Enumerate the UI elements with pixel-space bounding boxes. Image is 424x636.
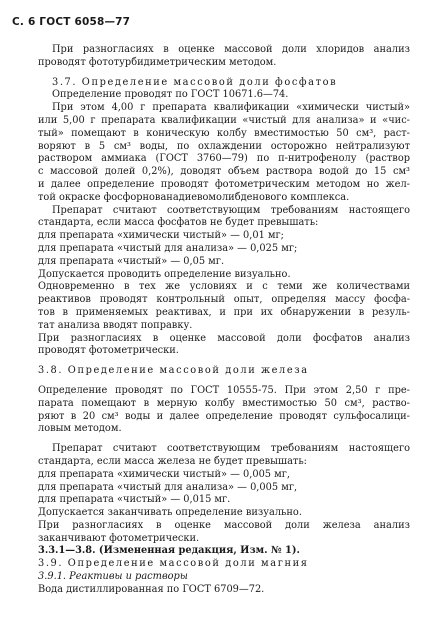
- text-line: 3.8. Определение массовой доли железа: [38, 365, 309, 377]
- document-body: [38, 44, 410, 597]
- spacer: [38, 70, 410, 77]
- text-line: парата помещают в мерную колбу вместимостью 50 см³, раство-: [38, 397, 410, 409]
- text-line: 3.7. Определение массовой доли фосфатов: [52, 76, 338, 88]
- text-line: тов в применяемых реактивах, и при их обнаружении в резуль-: [38, 306, 410, 318]
- spacer: [38, 378, 410, 385]
- text-line: стандарта, если масса железа не будет превышать:: [38, 455, 307, 467]
- text-line: заканчивают фотометрически.: [38, 532, 200, 544]
- text-line: той окраске фосфорнованадиевомолибденового комплекса.: [38, 191, 350, 203]
- text-line: Допускается заканчивать определение визуально.: [38, 507, 302, 519]
- text-line: для препарата «химически чистый» — 0,01 мг;: [38, 230, 284, 242]
- text-line: Препарат считают соответствующим требованиям настоящего: [52, 443, 410, 455]
- text-line: реактивов проводят контрольный опыт, определяя массу фосфа-: [38, 294, 410, 306]
- text-line: для препарата «химически чистый» — 0,005 мг,: [38, 468, 291, 480]
- page-header: С. 6 ГОСТ 6058—77: [12, 16, 131, 28]
- text-line: тый» помещают в коническую колбу вместимостью 50 см³, раст-: [38, 127, 410, 139]
- spacer: [38, 436, 410, 443]
- text-line: Вода дистиллированная по ГОСТ 6709—72.: [38, 583, 265, 595]
- text-line: проводят фотометрически.: [38, 345, 179, 357]
- text-line: При разногласиях в оценке массовой доли железа анализ: [38, 519, 410, 531]
- text-line: При разногласиях в оценке массовой доли фосфатов анализ: [38, 332, 410, 344]
- text-line: 3.9.1. Реактивы и растворы: [38, 571, 188, 583]
- text-line: для препарата «чистый» — 0,015 мг.: [38, 494, 231, 506]
- text-line: 3.3.1—3.8. (Измененная редакция, Изм. № 1).: [38, 545, 300, 557]
- text-line: проводят фототурбидиметрическим методом.: [38, 56, 277, 68]
- text-line: При разногласиях в оценке массовой доли хлоридов анализ: [52, 44, 410, 55]
- text-line: При этом 4,00 г препарата квалификации «химически чистый»: [52, 102, 410, 114]
- text-line: стандарта, если масса фосфатов не будет превышать:: [38, 217, 319, 229]
- text-line: Определение проводят по ГОСТ 10671.6—74.: [52, 89, 289, 101]
- text-line: ловым методом.: [38, 423, 122, 435]
- text-line: и далее определение проводят фотометрическим методом но жел-: [38, 178, 410, 190]
- text-line: Препарат считают соответствующим требованиям настоящего: [52, 204, 410, 216]
- text-line: с массовой долей 0,2%), доводят объем раствора водой до 15 см³: [38, 166, 410, 178]
- text-line: для препарата «чистый для анализа» — 0,025 мг;: [38, 242, 298, 254]
- text-line: Допускается проводить определение визуально.: [38, 268, 291, 280]
- text-line: для препарата «чистый для анализа» — 0,005 мг,: [38, 481, 298, 493]
- text-line: ряют в 20 см³ воды и далее определение проводят сульфосалици-: [38, 410, 410, 422]
- spacer: [38, 358, 410, 365]
- text-line: для препарата «чистый» — 0,05 мг.: [38, 255, 225, 267]
- text-line: Определение проводят по ГОСТ 10555-75. При этом 2,50 г пре-: [38, 384, 410, 396]
- text-line: воряют в 5 см³ воды, по охлаждении осторожно нейтрализуют: [38, 140, 410, 152]
- text-line: 3.9. Определение массовой доли магния: [38, 558, 309, 570]
- text-line: Одновременно в тех же условиях и с теми же количествами: [38, 281, 410, 293]
- text-line: или 5,00 г препарата квалификации «чистый для анализа» и «чис-: [38, 114, 410, 126]
- text-line: раствором аммиака (ГОСТ 3760—79) по п-нитрофенолу (раствор: [38, 153, 410, 165]
- text-line: тат анализа вводят поправку.: [38, 319, 193, 331]
